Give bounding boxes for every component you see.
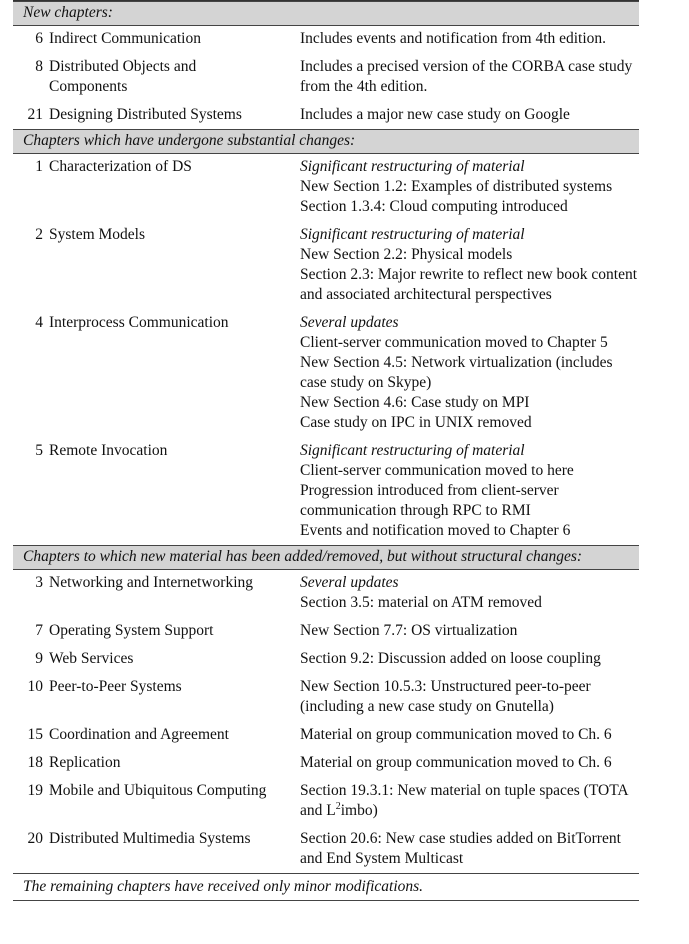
table-row: [13, 225, 639, 305]
chapter-title: Interprocess Communication: [49, 314, 229, 331]
chapter-title: Distributed Objects and Components: [49, 58, 197, 95]
change-note: Significant restructuring of material: [300, 226, 525, 243]
table-row: [13, 829, 639, 869]
change-note: Significant restructuring of material: [300, 442, 525, 459]
section-heading-added-removed: Chapters to which new material has been added/removed, but without structural changes:: [13, 545, 639, 570]
chapter-title: Remote Invocation: [49, 442, 168, 459]
chapter-description: Section 19.3.1: New material on tuple spaces (TOTA and $L^2imbo$): [300, 782, 628, 819]
chapter-description: Section 9.2: Discussion added on loose coupling: [300, 650, 601, 667]
table-row: [13, 781, 639, 821]
chapter-title: Coordination and Agreement: [49, 726, 229, 743]
chapter-description: Includes a precised version of the CORBA case study from the 4th edition.: [300, 58, 633, 95]
table-row: [13, 753, 639, 773]
chapter-description: Material on group communication moved to Ch. 6: [300, 754, 612, 771]
table-row: [13, 105, 639, 125]
table-row: [13, 621, 639, 641]
table-row: [13, 725, 639, 745]
chapter-number: 5: [35, 442, 43, 459]
chapter-title: Replication: [49, 754, 121, 771]
chapter-number: 2: [35, 226, 43, 243]
chapter-title: Operating System Support: [49, 622, 214, 639]
chapter-number: 8: [35, 58, 43, 75]
change-note: Significant restructuring of material: [300, 158, 525, 175]
chapter-title: Mobile and Ubiquitous Computing: [49, 782, 267, 799]
chapter-number: 1: [35, 158, 43, 175]
section-heading-substantial: Chapters which have undergone substantial changes:: [13, 129, 639, 154]
section-heading-new: New chapters:: [13, 1, 639, 26]
chapter-title: System Models: [49, 226, 146, 243]
chapter-description: Material on group communication moved to Ch. 6: [300, 726, 612, 743]
chapter-description: Includes events and notification from 4th edition.: [300, 30, 607, 47]
chapter-number: 20: [27, 830, 43, 847]
chapter-number: 6: [35, 30, 43, 47]
chapter-description: New Section 7.7: OS virtualization: [300, 622, 518, 639]
chapter-number: 3: [35, 574, 43, 591]
chapter-description: Significant restructuring of material Client-server communication moved to here Progression introduced from client-server communication through RPC to RMI Events and notification moved to Chapter 6: [292, 441, 639, 541]
chapter-number: 15: [27, 726, 43, 743]
table-row: [13, 649, 639, 669]
chapter-number: 18: [27, 754, 43, 771]
chapter-title: Designing Distributed Systems: [49, 106, 242, 123]
change-note: Several updates: [300, 574, 399, 591]
chapter-description: Section 20.6: New case studies added on BitTorrent and End System Multicast: [300, 830, 621, 867]
table-row: [13, 313, 639, 433]
chapter-description: Several updates Section 3.5: material on ATM removed: [292, 573, 639, 613]
chapter-title: Characterization of DS: [49, 158, 192, 175]
chapter-title: Web Services: [49, 650, 134, 667]
chapter-description: New Section 10.5.3: Unstructured peer-to-peer (including a new case study on Gnutella): [300, 678, 591, 715]
chapter-number: 9: [35, 650, 43, 667]
changes-table: [13, 0, 639, 901]
chapter-number: 7: [35, 622, 43, 639]
chapter-description: Includes a major new case study on Google: [300, 106, 570, 123]
chapter-title: Peer-to-Peer Systems: [49, 678, 182, 695]
chapter-description: Significant restructuring of material New Section 1.2: Examples of distributed systems Section 1.3.4: Cloud computing introduced: [292, 157, 639, 217]
chapter-description: Several updates Client-server communication moved to Chapter 5 New Section 4.5: Network virtualization (includes case study on Skype) New Section 4.6: Case study on MPI Case study on IPC in UNIX removed: [292, 313, 639, 433]
table-row: [13, 573, 639, 613]
table-row: [13, 677, 639, 717]
chapter-number: 21: [27, 106, 43, 123]
table-row: [13, 441, 639, 541]
chapter-number: 19: [27, 782, 43, 799]
chapter-number: 10: [27, 678, 43, 695]
chapter-description: Significant restructuring of material New Section 2.2: Physical models Section 2.3: Major rewrite to reflect new book content and associated architectural perspectives: [300, 226, 638, 303]
change-note: Several updates: [300, 314, 399, 331]
chapter-title: Indirect Communication: [49, 30, 201, 47]
footer-note: The remaining chapters have received only minor modifications.: [13, 873, 639, 901]
chapter-number: 4: [35, 314, 43, 331]
chapter-title: Networking and Internetworking: [49, 574, 254, 591]
table-row: [13, 29, 639, 49]
superscript: 2: [335, 800, 341, 812]
chapter-title: Distributed Multimedia Systems: [49, 830, 251, 847]
table-row: [13, 157, 639, 217]
table-row: [13, 57, 639, 97]
